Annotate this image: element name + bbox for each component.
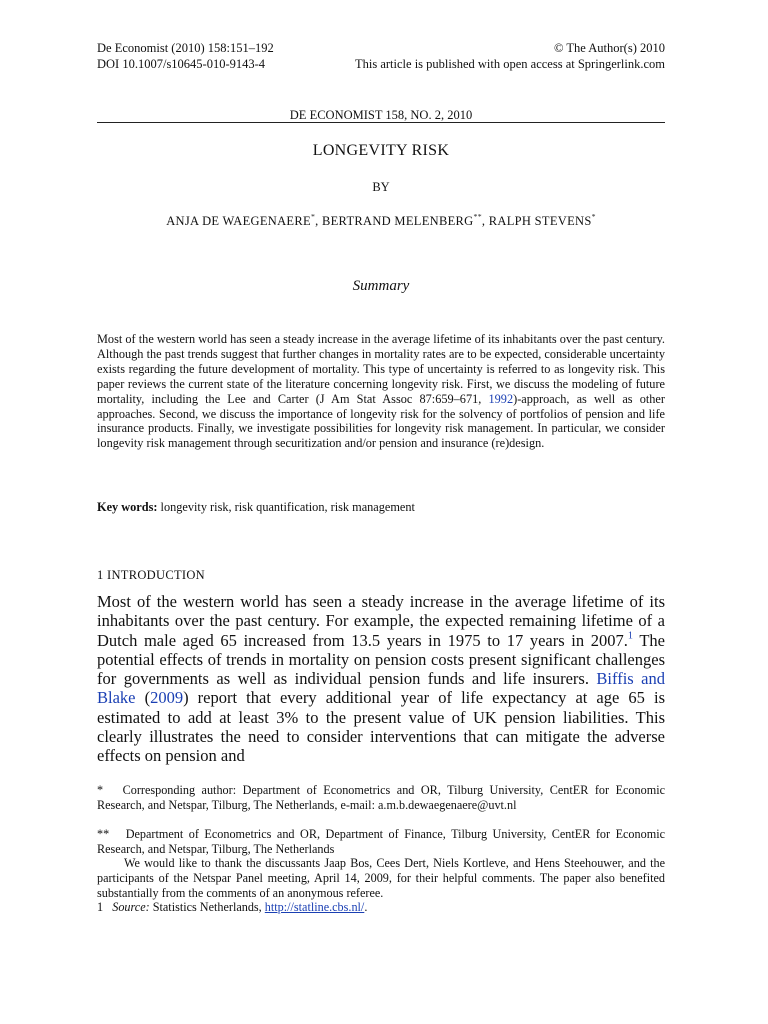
author-list — [97, 214, 665, 229]
footnote-source-label: Source: — [112, 900, 150, 914]
author-separator: , — [481, 214, 489, 228]
intro-text: ) — [183, 688, 189, 708]
summary-text: )-approach, as well as other approaches. Second, we discuss the importance of longevity risk for the solvency of portfolios of pension and life insurance products. Finally, we investigate possibilities for longevity risk management. In particular, we consider longevity risk management through securitization and/or pension and insurance (re)design. — [97, 391, 665, 451]
citation-link-1992[interactable]: 1992 — [488, 391, 514, 406]
by-label: BY — [372, 180, 390, 194]
doi: DOI 10.1007/s10645-010-9143-4 — [97, 57, 266, 71]
footnote-number: 1 — [97, 900, 104, 914]
footnote-text: Department of Econometrics and OR, Department of Finance, Tilburg University, CentER for Economic Research, and Netspar, Tilburg, The Netherlands — [97, 827, 665, 856]
running-title: DE ECONOMIST 158, NO. 2, 2010 — [289, 108, 473, 122]
section-heading-introduction: 1 INTRODUCTION — [97, 568, 206, 582]
author-mark: ** — [473, 212, 482, 222]
statline-link[interactable]: http://statline.cbs.nl/ — [264, 900, 365, 914]
keywords — [97, 500, 415, 515]
author-de-waegenaere: ANJA DE WAEGENAERE — [166, 214, 311, 228]
footnote-affiliation — [97, 827, 665, 857]
intro-text: Most of the western world has seen a steady increase in the average lifetime of its inhabitants over the past century. For example, the expected remaining lifetime of a Dutch male aged 65 increased from 13.5 years in 1975 to 17 years in 2007. — [97, 592, 665, 650]
acknowledgements: We would like to thank the discussants Jaap Bos, Cees Dert, Niels Kortleve, and Hens Steehouwer, and the participants of the Netspar Panel meeting, April 14, 2009, for their helpful comments. The paper also benefited substantially from the comments of an anonymous referee. — [97, 856, 665, 900]
keywords-text: longevity risk, risk quantification, risk management — [160, 500, 415, 514]
footnote-mark: ** — [97, 827, 110, 841]
author-mark: * — [310, 212, 316, 222]
footnote-text: . — [364, 900, 368, 914]
footnote-text: Statistics Netherlands, — [152, 900, 265, 914]
footnote-text: Corresponding author: Department of Econometrics and OR, Tilburg University, CentER for Economic Research, and Netspar, Tilburg, The Netherlands, e-mail: a.m.b.dewaegenaere@uvt.nl — [97, 783, 665, 812]
intro-text: ( — [135, 688, 151, 708]
citation-link-2009[interactable]: 2009 — [150, 688, 184, 708]
intro-text: report that every additional year of life expectancy at age 65 is estimated to add at least 3% to the present value of UK pension liabilities. This clearly illustrates the need to consider interventions that can mitigate the adverse effects on pension and — [97, 688, 666, 766]
introduction-paragraph — [97, 592, 665, 766]
intro-text: The potential effects of trends in mortality on pension costs present significant challenges for governments as well as individual pension funds and life insurers. — [97, 630, 665, 689]
journal-citation: De Economist (2010) 158:151–192 — [97, 41, 274, 55]
article-title: LONGEVITY RISK — [312, 142, 450, 159]
summary-heading: Summary — [352, 278, 410, 294]
open-access-notice: This article is published with open access at Springerlink.com — [355, 57, 665, 71]
summary-text: Most of the western world has seen a steady increase in the average lifetime of its inhabitants over the past century. Although the past trends suggest that further changes in mortality rates are to be expected, considerable uncertainty exists regarding the future development of mortality. This type of uncertainty is referred to as longevity risk. This paper reviews the current state of the literature concerning longevity risk. First, we discuss the modeling of future mortality, including the Lee and Carter (J Am Stat Assoc 87:659–671, — [97, 332, 665, 406]
author-separator: , — [315, 214, 322, 228]
footnote-ref-1[interactable]: 1 — [627, 629, 633, 641]
footnote-corresponding-author — [97, 783, 665, 813]
citation-link-biffis-blake[interactable]: Biffis and Blake — [97, 669, 665, 708]
author-melenberg: BERTRAND MELENBERG — [321, 214, 474, 228]
summary-abstract — [97, 332, 665, 451]
copyright-notice: © The Author(s) 2010 — [554, 41, 665, 55]
footnote-mark: * — [97, 783, 104, 797]
author-mark: * — [591, 212, 596, 222]
footnote-1 — [97, 900, 665, 915]
keywords-label: Key words: — [97, 500, 158, 514]
author-stevens: RALPH STEVENS — [488, 214, 592, 228]
header-rule — [97, 122, 665, 123]
